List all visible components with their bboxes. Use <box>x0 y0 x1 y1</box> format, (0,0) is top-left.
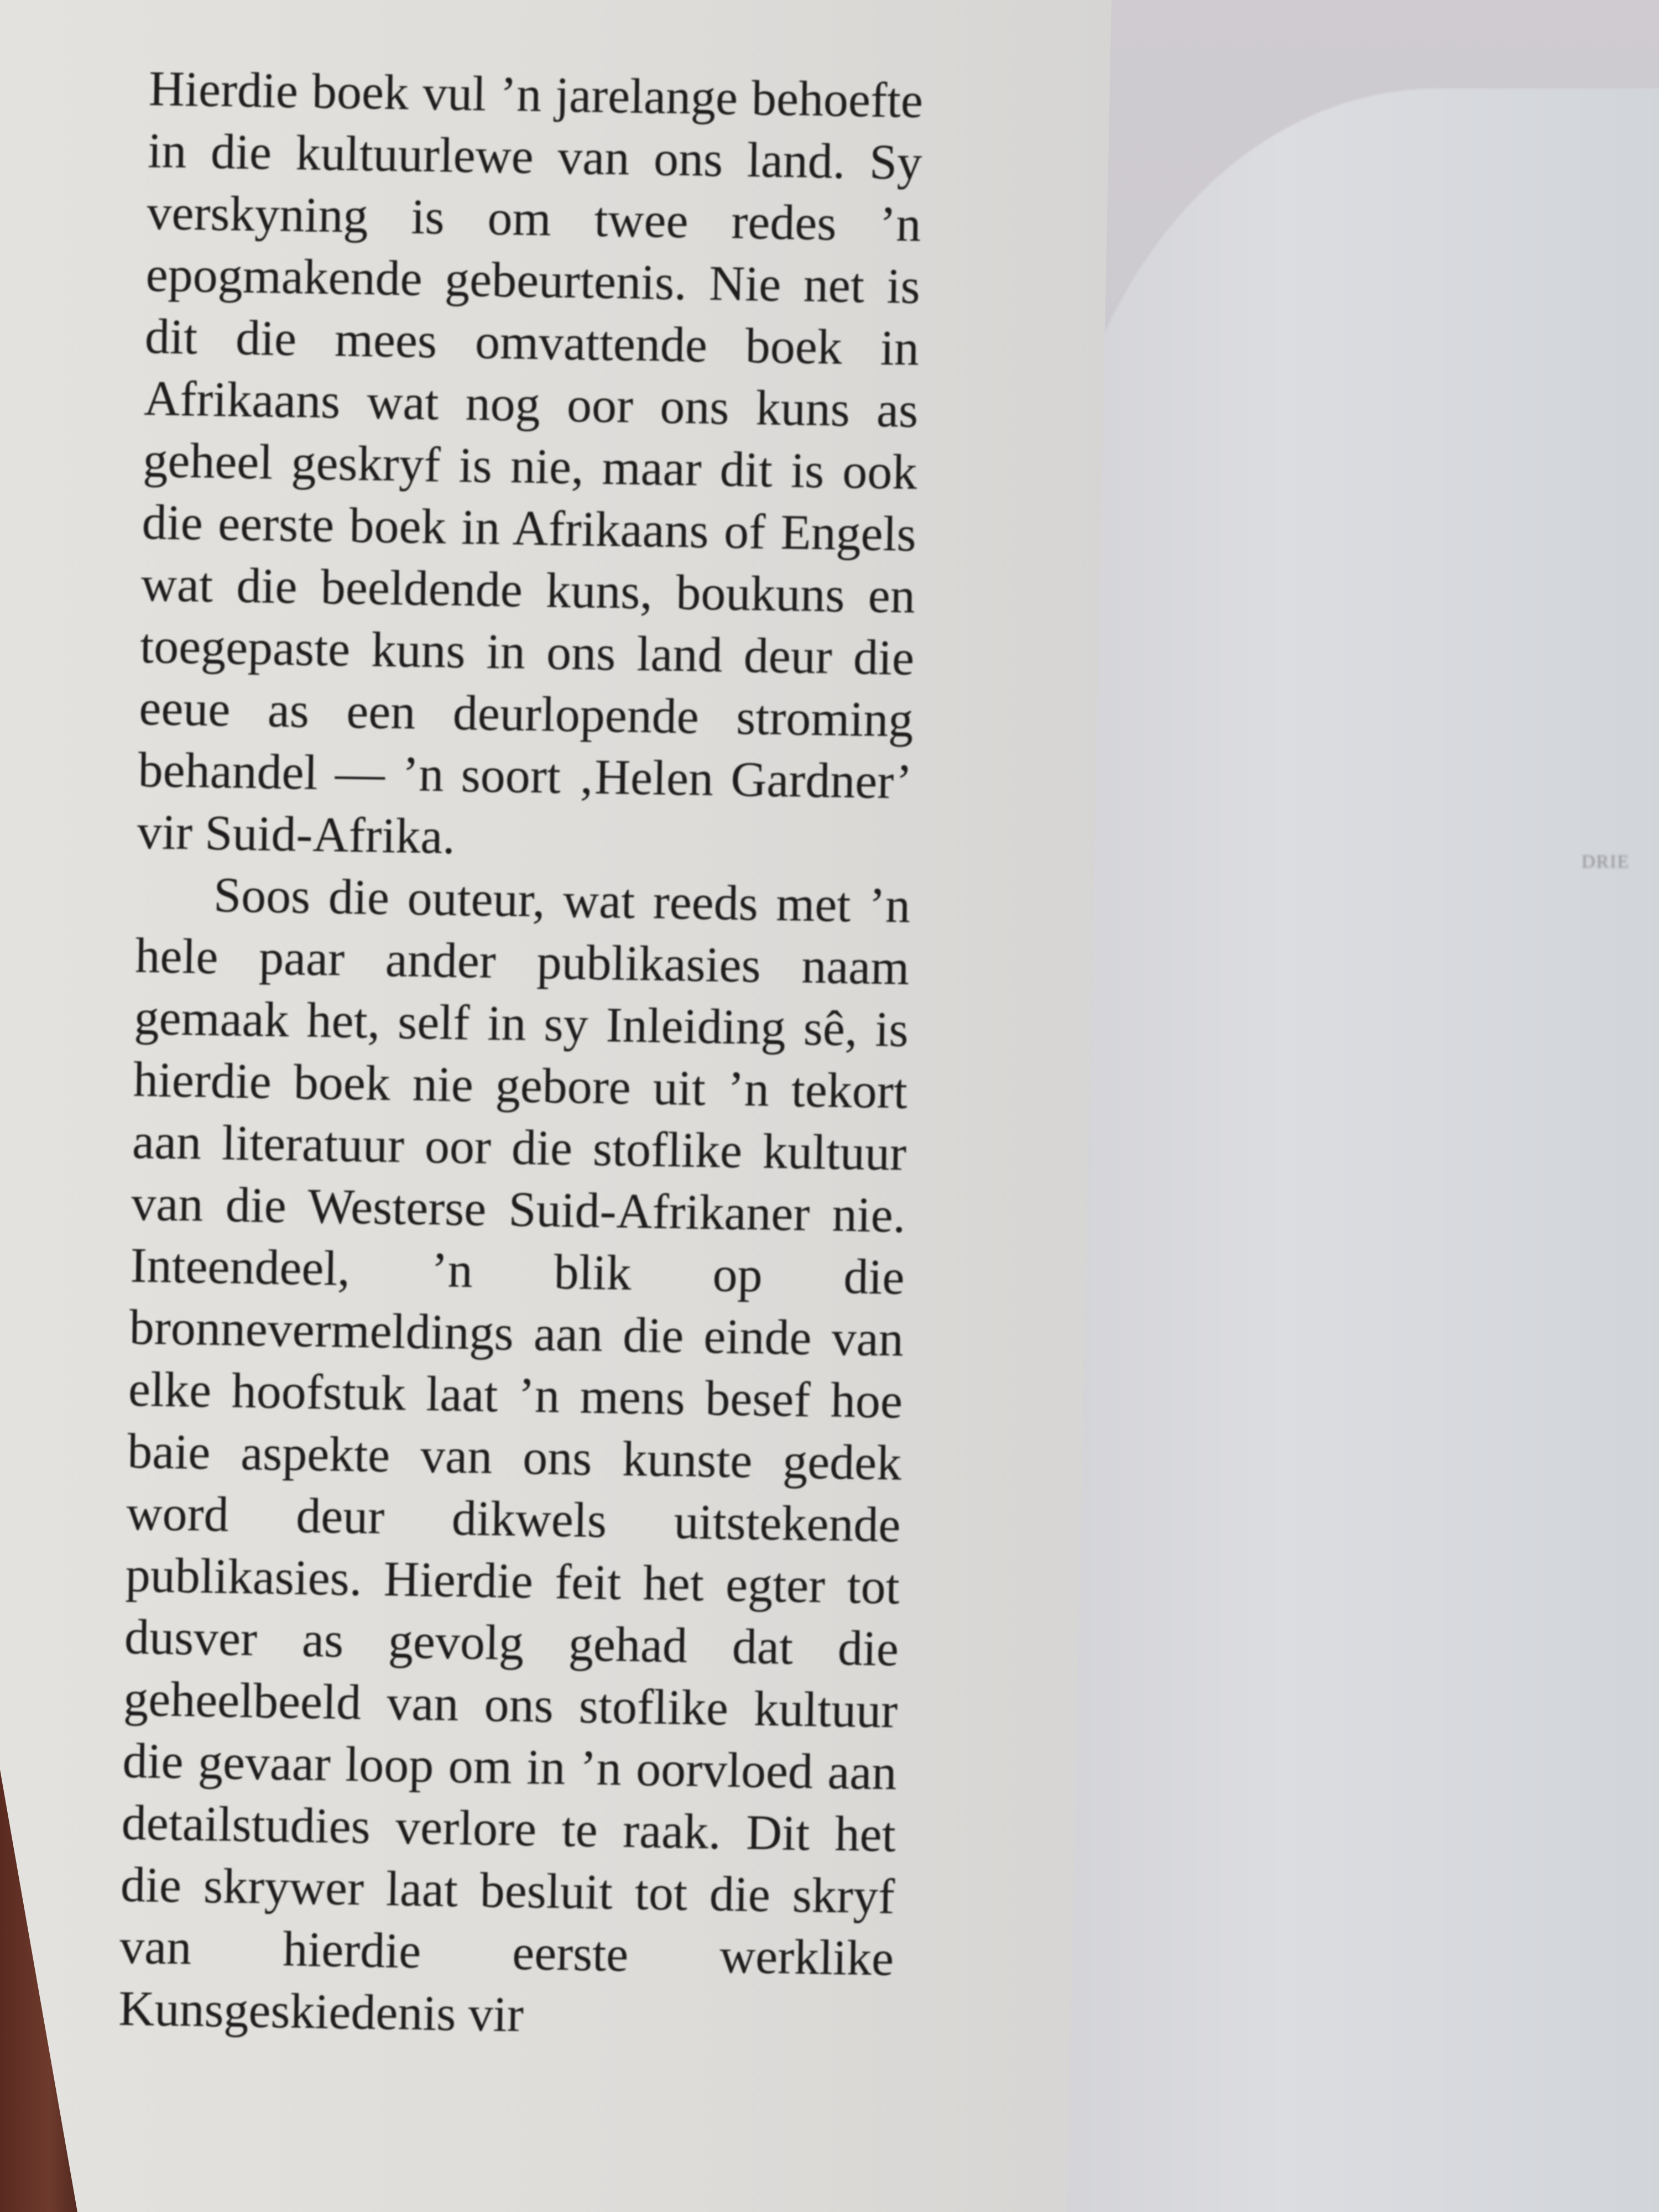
next-page-mark: DRIE <box>1582 852 1630 872</box>
paragraph-2: Soos die outeur, wat reeds met ’n hele paar ander publikasies naam gemaak het, self in sy Inleiding sê, is hierdie boek nie gebore uit ’n tekort aan literatuur oor die stoflike kultuur van die Westerse Suid-Afrikaner nie. Inteendeel, ’n blik op die bronnevermeldings aan die einde van elke hoofstuk laat ’n mens besef hoe baie aspekte van ons kunste gedek word deur dikwels uitstekende publikasies. Hierdie feit het egter tot dusver as gevolg gehad dat die geheelbeeld van ons stoflike kultuur die gevaar loop om in ’n oorvloed aan detailstudies verlore te raak. Dit het die skrywer laat besluit tot die skryf van hierdie eerste werklike Kunsgeskiedenis vir <box>118 868 911 2043</box>
page-text <box>118 58 924 2052</box>
next-page <box>1051 88 1659 2212</box>
paragraph-1: Hierdie boek vul ’n jarelange behoefte in die kultuurlewe van ons land. Sy verskyning is om twee redes ’n epogmakende gebeurtenis. Nie net is dit die mees omvattende boek in Afrikaans wat nog oor ons kuns as geheel geskryf is nie, maar dit is ook die eerste boek in Afrikaans of Engels wat die beeldende kuns, boukuns en toegepaste kuns in ons land deur die eeue as een deurlopende stroming behandel — ’n soort ‚Helen Gardner’ vir Suid-Afrika. <box>137 61 924 864</box>
